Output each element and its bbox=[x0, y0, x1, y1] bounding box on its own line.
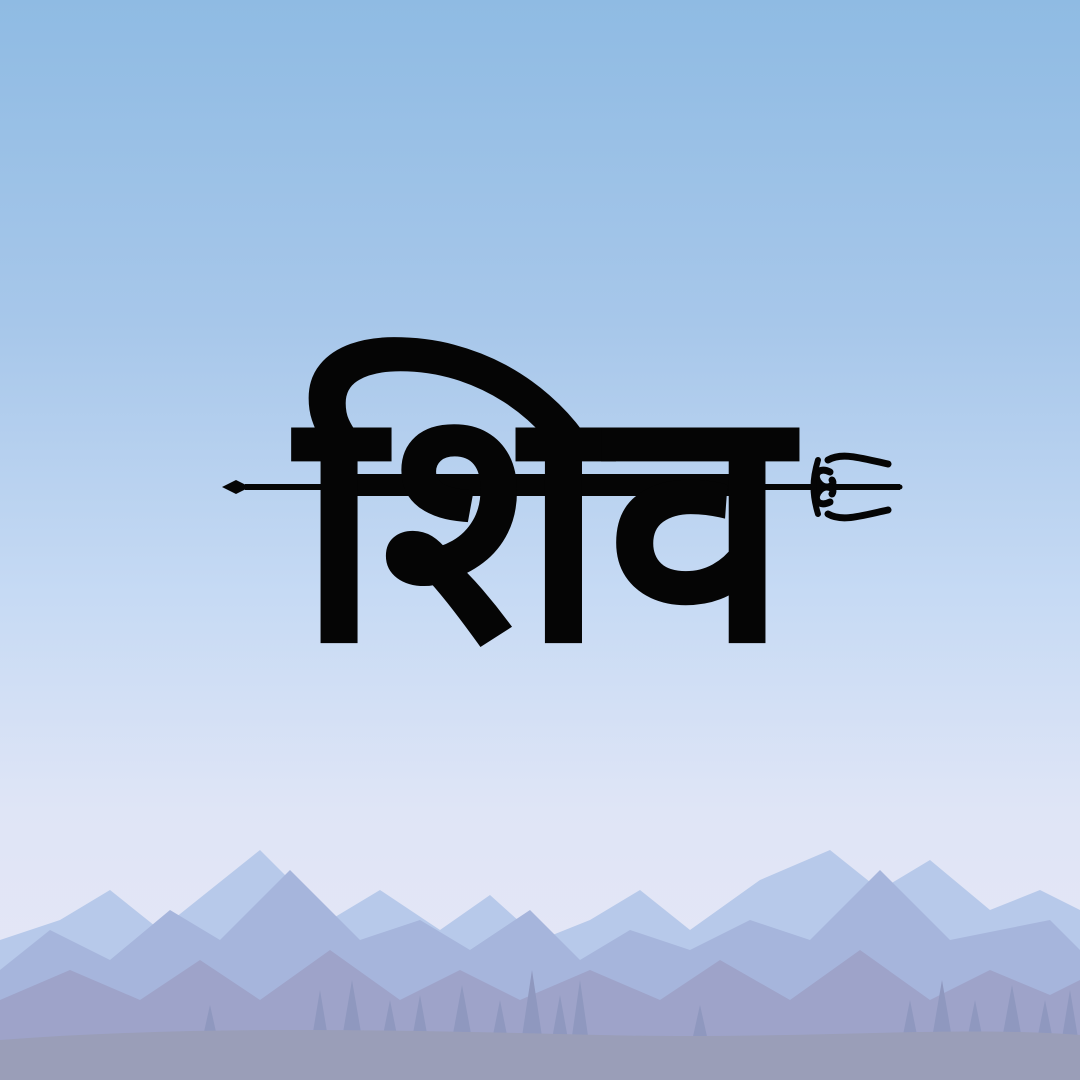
logo-word: शिव bbox=[296, 332, 790, 716]
ground bbox=[0, 1030, 1080, 1080]
trishul-icon bbox=[814, 456, 901, 518]
mountain-range bbox=[0, 850, 1080, 1080]
